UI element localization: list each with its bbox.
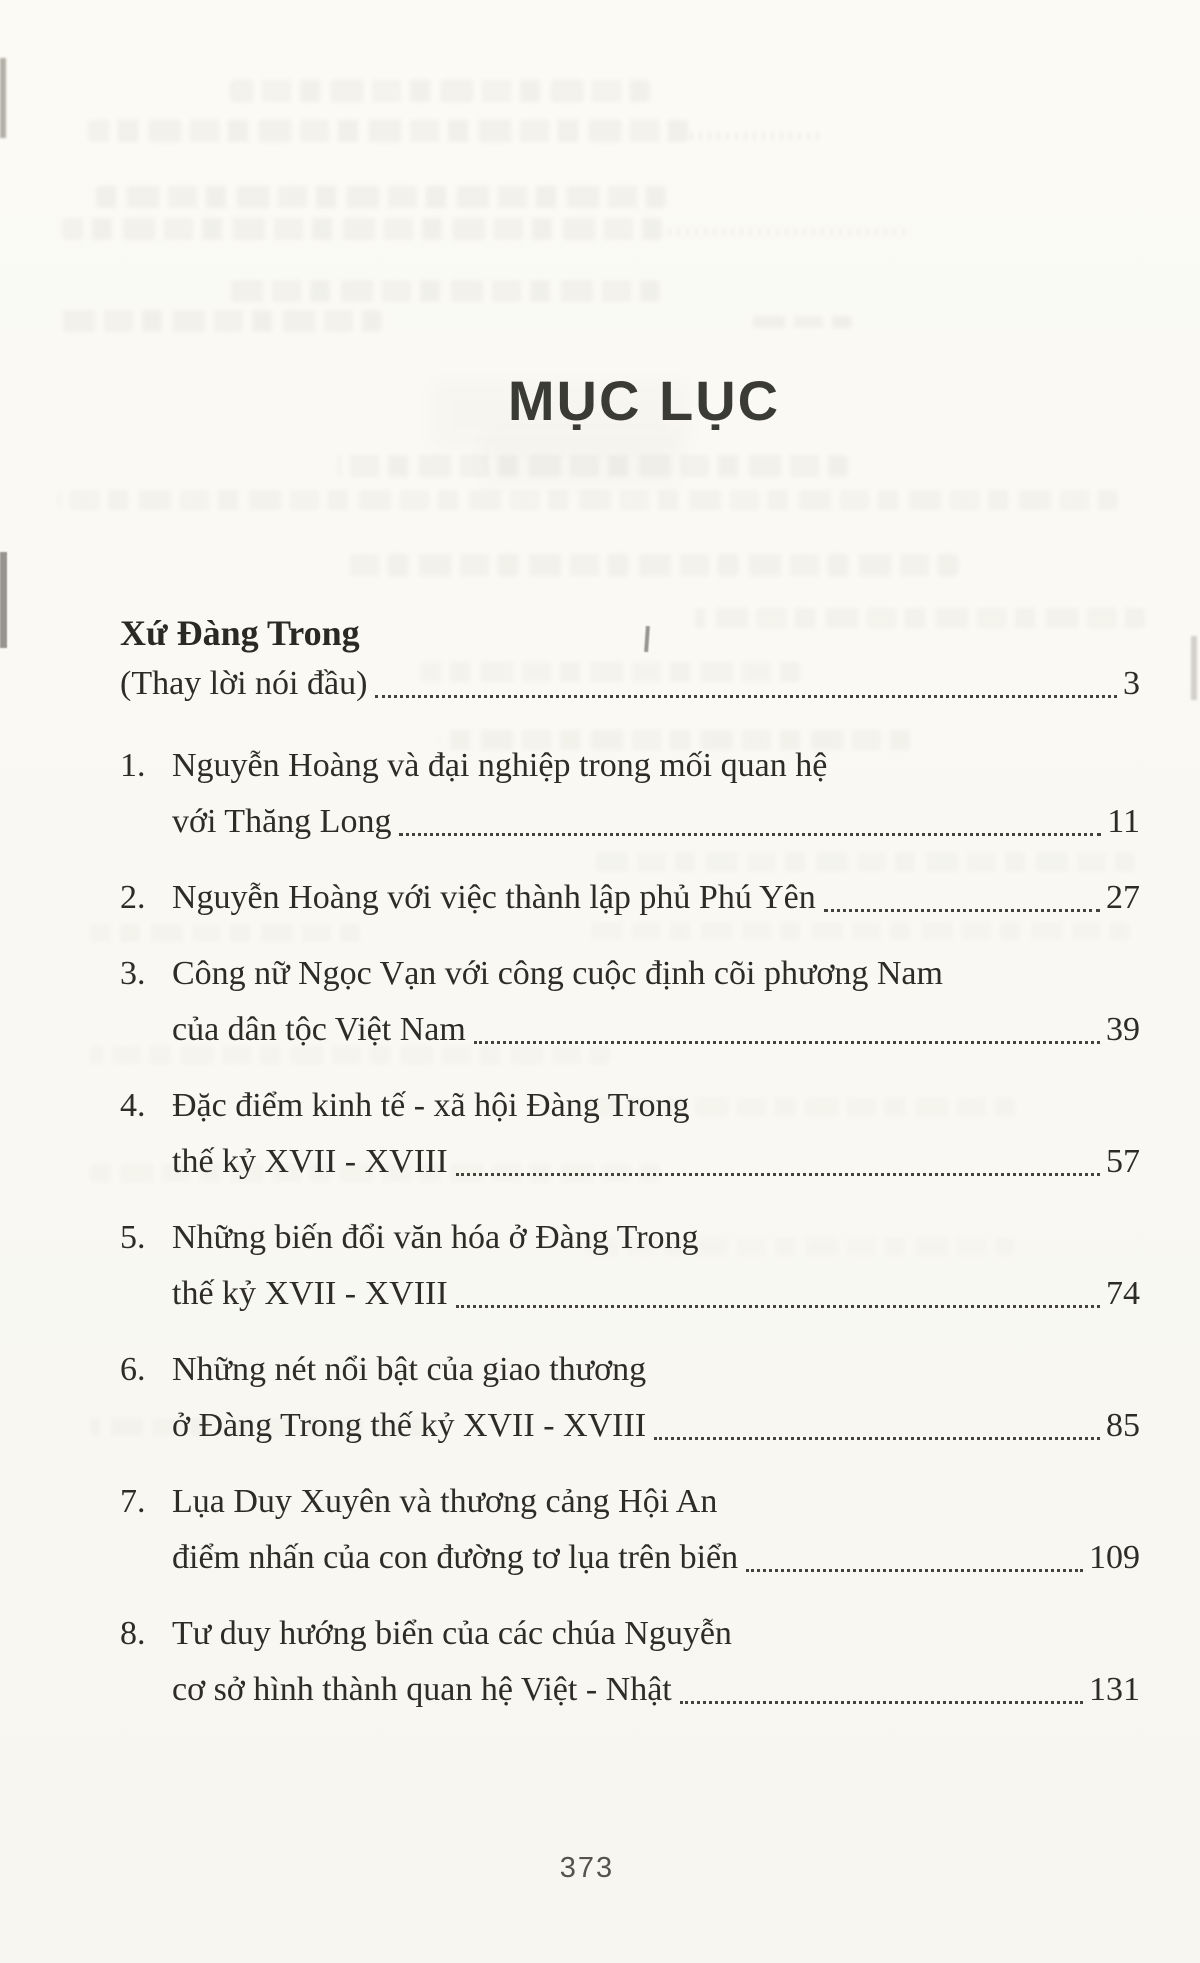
toc-entry-body <box>172 738 1140 850</box>
toc-entry-text: Những nét nổi bật của giao thương <box>172 1351 647 1388</box>
toc-entry <box>120 946 1140 1058</box>
bleedthrough-line <box>62 218 662 240</box>
toc-entry-text: của dân tộc Việt Nam <box>172 1011 466 1048</box>
dotted-leader <box>680 1701 1083 1704</box>
toc-entry-text: ở Đàng Trong thế kỷ XVII - XVIII <box>172 1407 647 1444</box>
toc-entry-number: 6. <box>120 1351 146 1388</box>
toc-entry-text: cơ sở hình thành quan hệ Việt - Nhật <box>172 1671 672 1708</box>
toc-entry-line <box>172 1134 1140 1190</box>
dotted-leader <box>474 1041 1100 1044</box>
toc-preface <box>120 610 1140 712</box>
toc-entry-text: Tư duy hướng biển của các chúa Nguyễn <box>172 1615 732 1652</box>
toc-entry-line <box>172 1266 1140 1322</box>
toc-entry <box>120 1606 1140 1718</box>
folio-page-number: 373 <box>559 1852 615 1884</box>
bleedthrough-line <box>58 490 1118 510</box>
bleedthrough-line <box>348 554 958 576</box>
toc-entry-number: 3. <box>120 955 146 992</box>
page-title: MỤC LỤC <box>507 369 781 432</box>
toc-entry-number: 4. <box>120 1087 146 1124</box>
toc-entry-text: Những biến đổi văn hóa ở Đàng Trong <box>172 1219 699 1256</box>
toc-entry-body <box>172 870 1140 926</box>
scan-edge-mark <box>0 58 6 138</box>
toc-page-number: 3 <box>1123 665 1140 702</box>
toc-entry-text: điểm nhấn của con đường tơ lụa trên biển <box>172 1539 739 1576</box>
bleedthrough-line <box>88 120 688 142</box>
bleedthrough-line <box>230 280 660 302</box>
toc-entry <box>120 1342 1140 1454</box>
toc-entry-line <box>172 738 1140 794</box>
dotted-leader <box>824 909 1100 912</box>
toc-entry-body <box>172 1342 1140 1454</box>
toc-entry-list <box>120 738 1140 1718</box>
toc-entry-body <box>172 1474 1140 1586</box>
toc-entry-line <box>172 1530 1140 1586</box>
bleedthrough-line <box>96 186 666 208</box>
dotted-leader <box>654 1437 1100 1440</box>
toc-entry-line <box>172 1342 1140 1398</box>
toc-entry <box>120 1474 1140 1586</box>
bleedthrough-leader <box>690 132 820 140</box>
scan-edge-mark <box>0 552 7 648</box>
toc-entry-text: Công nữ Ngọc Vạn với công cuộc định cõi phương Nam <box>172 955 943 992</box>
scan-edge-mark <box>1191 636 1197 700</box>
toc-entry-page-number: 57 <box>1106 1143 1140 1180</box>
toc-entry-line <box>172 1606 1140 1662</box>
toc-entry-body <box>172 1210 1140 1322</box>
bleedthrough-line <box>52 310 382 332</box>
toc-entry-text: Lụa Duy Xuyên và thương cảng Hội An <box>172 1483 718 1520</box>
toc-entry-number: 5. <box>120 1219 146 1256</box>
toc-entry-number: 2. <box>120 879 146 916</box>
table-of-contents <box>120 610 1140 1738</box>
dotted-leader <box>375 695 1117 698</box>
toc-entry-number: 1. <box>120 747 146 784</box>
toc-entry-page-number: 27 <box>1106 879 1140 916</box>
dotted-leader <box>746 1569 1083 1572</box>
toc-entry-line <box>172 870 1140 926</box>
toc-entry-body <box>172 1078 1140 1190</box>
toc-preface-line <box>120 656 1140 712</box>
dotted-leader <box>399 833 1101 836</box>
toc-entry-body <box>172 1606 1140 1718</box>
toc-entry <box>120 870 1140 926</box>
toc-entry <box>120 1210 1140 1322</box>
toc-entry-body <box>172 946 1140 1058</box>
toc-entry-line <box>172 1002 1140 1058</box>
toc-entry <box>120 1078 1140 1190</box>
toc-entry <box>120 738 1140 850</box>
dotted-leader <box>456 1305 1100 1308</box>
bleedthrough-blob <box>480 432 680 487</box>
bleedthrough-line <box>338 455 848 477</box>
toc-entry-text: Nguyễn Hoàng với việc thành lập phủ Phú Yên <box>172 879 816 916</box>
toc-entry-text: Đặc điểm kinh tế - xã hội Đàng Trong <box>172 1087 690 1124</box>
toc-entry-text: thế kỷ XVII - XVIII <box>172 1275 448 1312</box>
toc-entry-number: 8. <box>120 1615 146 1652</box>
toc-entry-text: Nguyễn Hoàng và đại nghiệp trong mối quan hệ <box>172 747 828 784</box>
toc-entry-number: 7. <box>120 1483 146 1520</box>
bleedthrough-leader <box>668 228 908 236</box>
toc-entry-line <box>172 1398 1140 1454</box>
toc-entry-line <box>172 1474 1140 1530</box>
toc-entry-line <box>172 1078 1140 1134</box>
dotted-leader <box>456 1173 1100 1176</box>
toc-entry-line <box>172 1662 1140 1718</box>
toc-entry-text: thế kỷ XVII - XVIII <box>172 1143 448 1180</box>
toc-entry-text: với Thăng Long <box>172 803 392 840</box>
toc-entry-line <box>172 794 1140 850</box>
toc-entry-page-number: 11 <box>1107 803 1140 840</box>
toc-entry-page-number: 39 <box>1106 1011 1140 1048</box>
toc-entry-page-number: 74 <box>1106 1275 1140 1312</box>
toc-entry-page-number: 131 <box>1089 1671 1140 1708</box>
toc-preface-heading: Xứ Đàng Trong <box>120 613 360 653</box>
toc-preface-subheading: (Thay lời nói đầu) <box>120 665 368 702</box>
bleedthrough-line <box>752 316 852 328</box>
toc-entry-page-number: 109 <box>1089 1539 1140 1576</box>
toc-entry-line <box>172 946 1140 1002</box>
toc-entry-line <box>172 1210 1140 1266</box>
bleedthrough-line <box>230 80 650 102</box>
toc-entry-page-number: 85 <box>1106 1407 1140 1444</box>
